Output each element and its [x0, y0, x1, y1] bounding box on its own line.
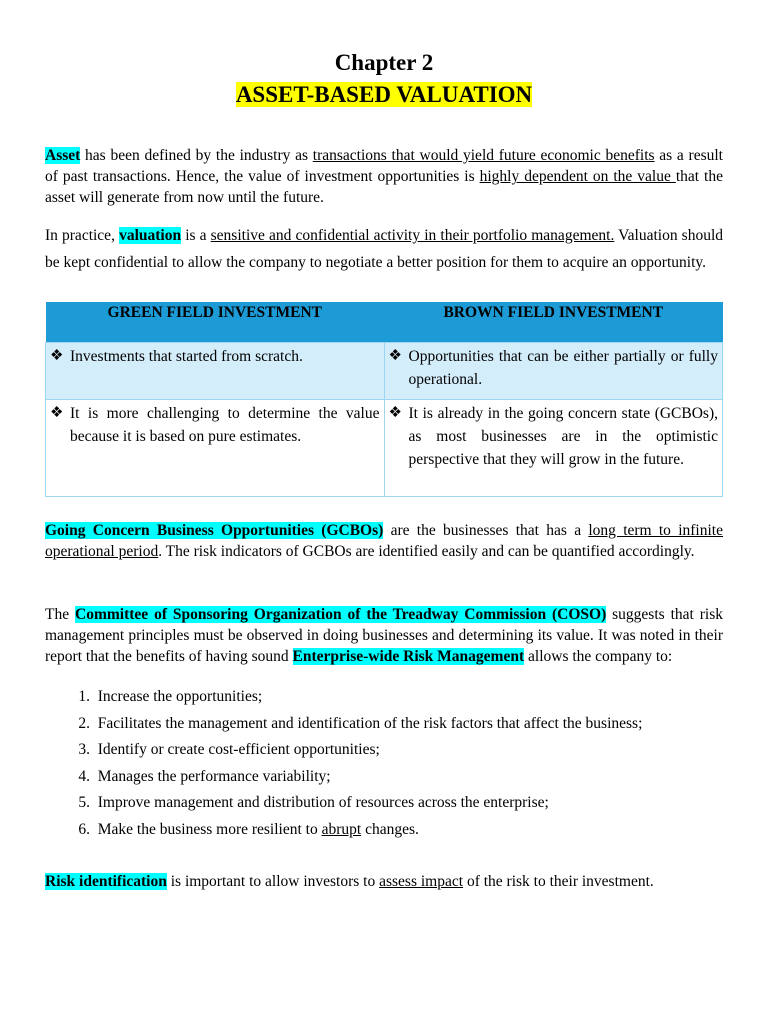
paragraph-valuation	[45, 222, 723, 276]
table-row	[46, 400, 723, 497]
list-item	[45, 766, 723, 793]
term-asset: Asset	[45, 147, 81, 164]
cell-text: Investments that started from scratch.	[70, 348, 303, 365]
text: In practice,	[45, 227, 120, 244]
list-item	[45, 713, 723, 740]
diamond-bullet-icon: ❖	[50, 405, 64, 421]
underlined-text: highly dependent on the value	[479, 168, 676, 185]
chapter-title-text: ASSET-BASED VALUATION	[235, 82, 533, 107]
list-item	[45, 792, 723, 819]
header-green-field: GREEN FIELD INVESTMENT	[46, 302, 385, 343]
underlined-text: transactions that would yield future economic benefits	[312, 147, 655, 164]
text: allows the company to:	[524, 648, 673, 665]
paragraph-gcbos	[45, 520, 723, 562]
table-cell	[46, 400, 385, 497]
term-coso: Committee of Sponsoring Organization of the Treadway Commission (COSO)	[75, 606, 607, 623]
table-cell	[46, 343, 385, 400]
term-valuation: valuation	[119, 227, 182, 244]
list-text: Facilitates the management and identification of the risk factors that affect the business;	[97, 714, 643, 732]
text: as a result of past transactions. Hence, the value of investment opportunities is	[45, 147, 723, 185]
list-number: 3.	[78, 741, 90, 759]
text: is important to allow investors to	[166, 873, 380, 890]
list-number: 1.	[78, 688, 90, 705]
diamond-bullet-icon: ❖	[50, 348, 64, 364]
table-cell	[384, 343, 723, 400]
text: are the businesses that has a	[383, 522, 589, 539]
paragraph-asset-definition	[45, 145, 723, 208]
table-header-row	[46, 302, 723, 343]
text: Valuation should be kept confidential to allow the company to negotiate a better position for them to acquire an opportunity.	[45, 227, 724, 271]
underlined-text: long term to infinite operational period	[45, 522, 723, 560]
chapter-title	[45, 80, 723, 109]
header-brown-field: BROWN FIELD INVESTMENT	[384, 302, 723, 343]
list-item	[45, 739, 723, 766]
list-text: Increase the opportunities;	[97, 688, 263, 705]
term-gcbos: Going Concern Business Opportunities (GCBOs)	[45, 522, 384, 539]
text: . The risk indicators of GCBOs are identified easily and can be quantified accordingly.	[158, 543, 695, 560]
list-item	[45, 686, 723, 713]
investment-comparison-table	[45, 302, 723, 497]
underlined-text: assess impact	[379, 873, 464, 890]
benefits-list	[45, 686, 723, 846]
term-erm: Enterprise-wide Risk Management	[292, 648, 525, 665]
list-text: Improve management and distribution of resources across the enterprise;	[97, 794, 549, 812]
list-number: 5.	[78, 794, 90, 812]
list-number: 2.	[78, 714, 90, 732]
list-number: 4.	[78, 767, 90, 785]
text: is a	[181, 227, 211, 244]
list-text: Manages the performance variability;	[97, 767, 331, 785]
underlined-text: sensitive and confidential activity in their portfolio management.	[210, 227, 615, 244]
text: that the asset will generate from now until the future.	[45, 168, 723, 206]
paragraph-coso	[45, 604, 723, 667]
chapter-heading: Chapter 2	[334, 50, 434, 75]
cell-text: It is already in the going concern state (GCBOs), as most businesses are in the optimistic perspective that they will grow in the future.	[408, 405, 718, 468]
paragraph-risk-identification	[45, 868, 723, 895]
list-item	[45, 819, 723, 846]
cell-text: Opportunities that can be either partially or fully operational.	[408, 348, 718, 388]
text: suggests that risk management principles must be observed in doing businesses and determining its value. It was noted in their report that the benefits of having sound	[45, 606, 723, 665]
text: has been defined by the industry as	[80, 147, 313, 164]
text: of the risk to their investment.	[463, 873, 654, 890]
underlined-text: abrupt	[321, 820, 362, 838]
list-text	[98, 819, 419, 846]
cell-text: It is more challenging to determine the value because it is based on pure estimates.	[70, 405, 380, 445]
text: The	[45, 606, 76, 623]
term-risk-identification: Risk identification	[45, 873, 167, 890]
diamond-bullet-icon: ❖	[388, 348, 402, 364]
table-cell	[384, 400, 723, 497]
table-row	[46, 343, 723, 400]
text: Make the business more resilient to	[97, 820, 322, 838]
diamond-bullet-icon: ❖	[388, 405, 402, 421]
list-text: Identify or create cost-efficient opportunities;	[97, 741, 380, 759]
list-number: 6.	[78, 820, 90, 838]
text: changes.	[361, 820, 419, 838]
